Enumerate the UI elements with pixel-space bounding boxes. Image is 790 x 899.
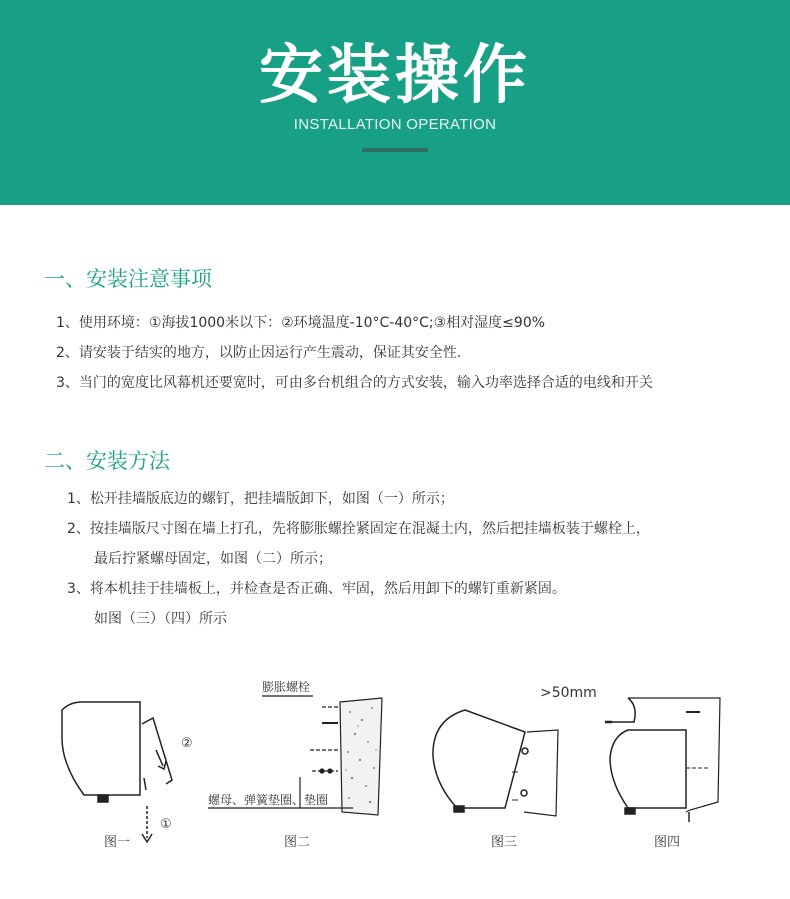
fig4-caption: 图四: [654, 835, 681, 850]
method-item-2-cont: 最后拧紧螺母固定，如图（二）所示；: [94, 551, 332, 567]
fig1-mark-1: ①: [160, 817, 172, 832]
precaution-item-1: 1、使用环境：①海拔1000米以下：②环境温度-10°C-40°C;③相对湿度≤90%: [56, 315, 546, 331]
header-banner: [0, 0, 790, 205]
fig2-label-bolt: 膨胀螺栓: [262, 680, 311, 694]
page-title: 安装操作: [259, 39, 531, 113]
fig3-dimension: >50mm: [540, 685, 597, 701]
title-underline: [362, 148, 428, 152]
method-item-2: 2、按挂墙版尺寸图在墙上打孔，先将膨胀螺拴紧固定在混凝土内，然后把挂墙板装于螺栓上，: [67, 521, 650, 537]
method-item-3-cont: 如图（三）（四）所示: [94, 611, 227, 627]
precaution-item-2: 2、请安装于结实的地方，以防止因运行产生震动，保证其安全性.: [56, 345, 462, 361]
section-title-method: 二、安装方法: [44, 449, 170, 473]
figure-1: [62, 702, 172, 842]
installation-figures: [0, 660, 790, 860]
method-item-1: 1、松开挂墙版底边的螺钉，把挂墙版卸下，如图（一）所示；: [67, 491, 454, 507]
method-item-3: 3、将本机挂于挂墙板上，并检查是否正确、牢固，然后用卸下的螺钉重新紧固。: [67, 581, 566, 597]
figure-4: [605, 698, 720, 822]
figure-3: [433, 710, 558, 816]
fig3-caption: 图三: [491, 835, 518, 850]
page-subtitle: INSTALLATION OPERATION: [293, 116, 497, 133]
section-title-precautions: 一、安装注意事项: [44, 267, 212, 291]
fig2-label-nut: 螺母、弹簧垫圈、垫圈: [208, 793, 329, 807]
precaution-item-3: 3、当门的宽度比风幕机还要宽时，可由多台机组合的方式安装，输入功率选择合适的电线和开关: [56, 375, 653, 391]
fig2-caption: 图二: [284, 835, 311, 850]
fig1-mark-2: ②: [181, 736, 193, 751]
fig1-caption: 图一: [104, 835, 131, 850]
